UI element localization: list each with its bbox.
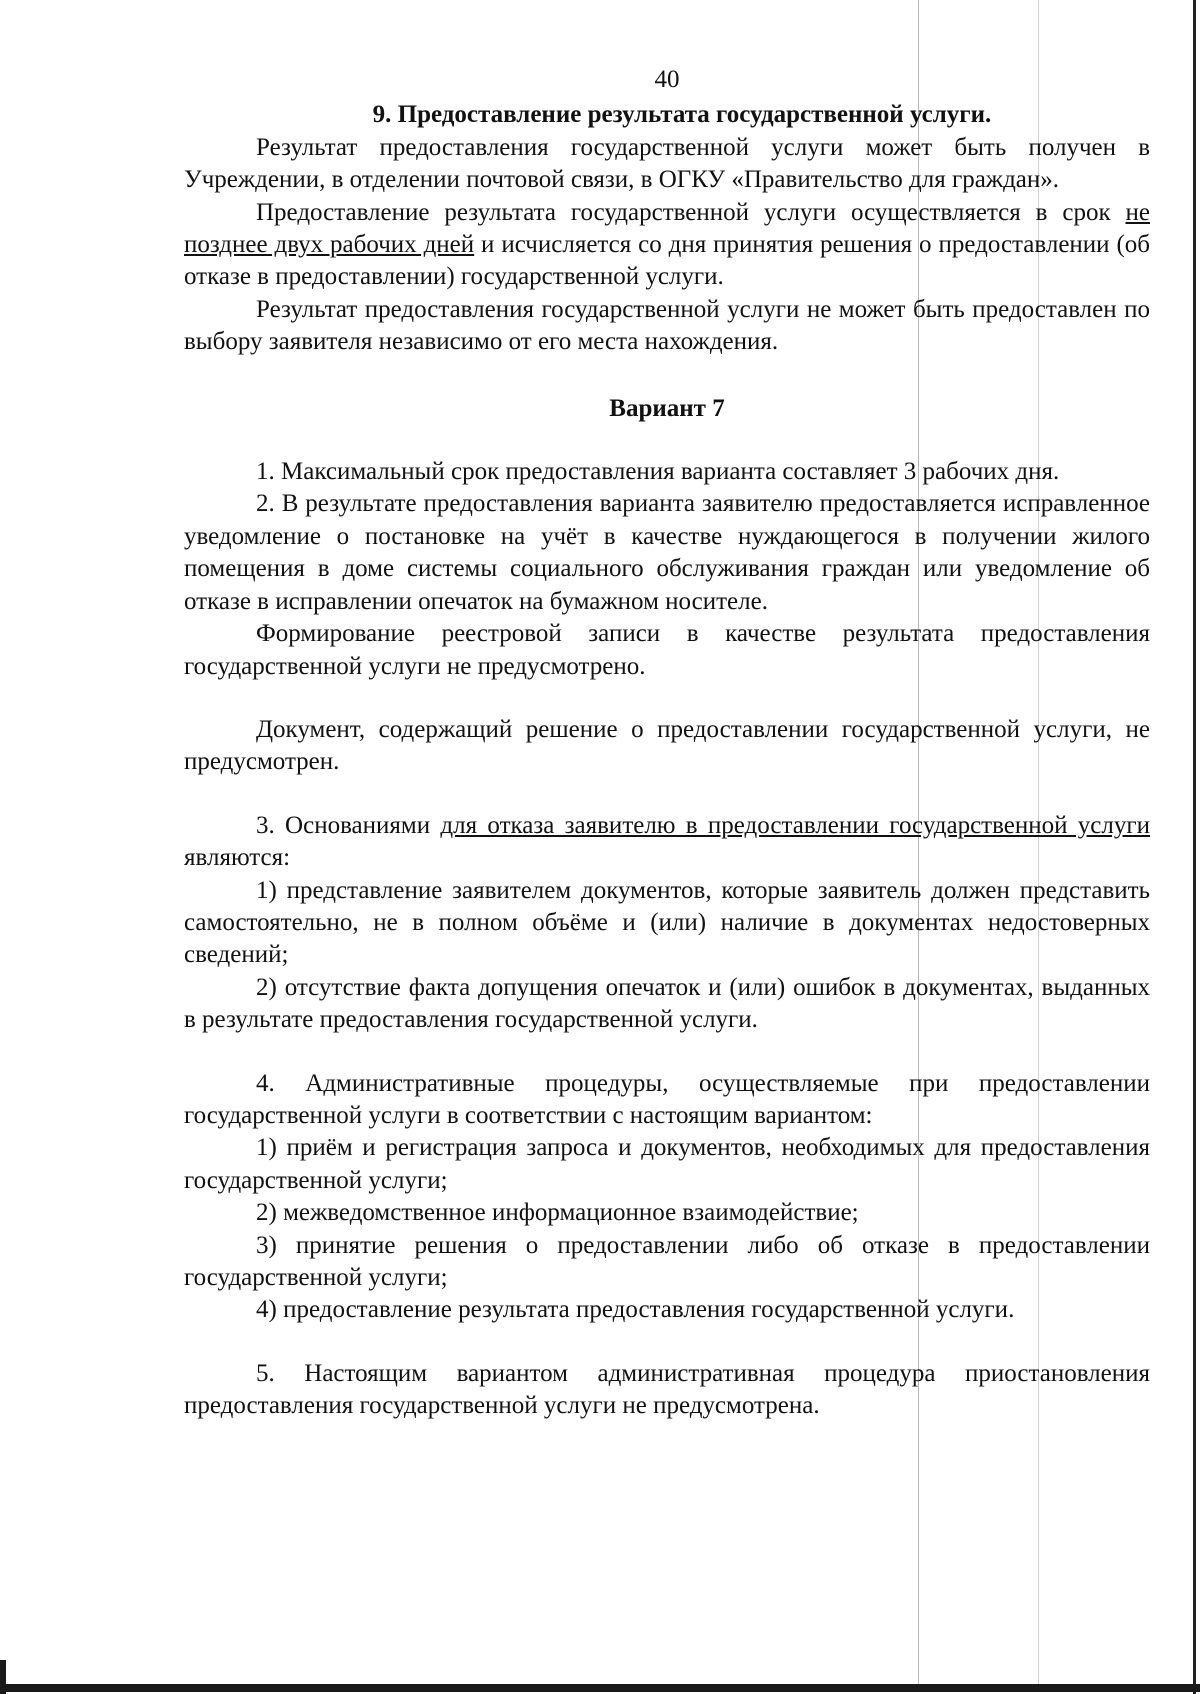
scan-border-left <box>0 1660 6 1694</box>
text-fragment: Предоставление результата государственной услуги осуществляется в срок <box>256 198 1126 226</box>
subitem-procedure-4: 4) предоставление результата предоставления государственной услуги. <box>256 1296 1015 1324</box>
item-max-term: 1. Максимальный срок предоставления варианта составляет 3 рабочих дня. <box>256 458 1060 486</box>
underlined-term: не позднее двух рабочих дней <box>184 198 1150 259</box>
item-admin-procedures: 4. Административные процедуры, осуществляемые при предоставлении государственной услуги в соответствии с настоящим вариантом: <box>184 1069 1150 1129</box>
subitem-refusal-1: 1) представление заявителем документов, которые заявитель должен представить самостоятельно, не в полном объёме и (или) наличие в документах недостоверных сведений; <box>184 876 1150 969</box>
page-number: 40 <box>654 66 680 93</box>
paragraph-document-note: Документ, содержащий решение о предоставлении государственной услуги, не предусмотрен. <box>184 715 1150 776</box>
scan-border-bottom <box>0 1684 1200 1692</box>
item-refusal-grounds <box>184 810 1150 875</box>
text-fragment: и исчисляется со дня принятия решения о предоставлении (об отказе в предоставлении) государственной услуги. <box>184 231 1150 291</box>
underlined-term: для отказа заявителю в предоставлении государственной услуги <box>440 811 1150 839</box>
variant-heading: Вариант 7 <box>609 394 725 422</box>
paragraph-result-receipt: Результат предоставления государственной услуги может быть получен в Учреждении, в отделении почтовой связи, в ОГКУ «Правительство для граждан». <box>184 133 1150 194</box>
subitem-refusal-2: 2) отсутствие факта допущения опечаток и (или) ошибок в документах, выданных в результате предоставления государственной услуги. <box>184 973 1150 1034</box>
subitem-procedure-3: 3) принятие решения о предоставлении либо об отказе в предоставлении государственной услуги; <box>184 1231 1150 1291</box>
document-body <box>184 64 1150 1423</box>
subitem-procedure-1: 1) приём и регистрация запроса и документов, необходимых для предоставления государственной услуги; <box>184 1134 1150 1194</box>
scan-border-right <box>1193 0 1196 1694</box>
item-variant-result: 2. В результате предоставления варианта заявителю предоставляется исправленное уведомление о постановке на учёт в качестве нуждающегося в получении жилого помещения в доме системы социального обслуживания граждан или уведомление об отказе в исправлении опечаток на бумажном носителе. <box>184 490 1150 615</box>
item-suspension: 5. Настоящим вариантом административная процедура приостановления предоставления государственной услуги не предусмотрена. <box>184 1359 1150 1420</box>
paragraph-registry-note: Формирование реестровой записи в качестве результата предоставления государственной услуги не предусмотрено. <box>184 620 1150 680</box>
paragraph-result-term <box>184 197 1150 294</box>
paragraph-result-location: Результат предоставления государственной услуги не может быть предоставлен по выбору заявителя независимо от его места нахождения. <box>184 295 1150 356</box>
section-heading: 9. Предоставление результата государственной услуги. <box>372 101 992 129</box>
subitem-procedure-2: 2) межведомственное информационное взаимодействие; <box>256 1199 859 1227</box>
text-fragment: являются: <box>184 844 291 872</box>
text-fragment: 3. Основаниями <box>256 811 441 839</box>
